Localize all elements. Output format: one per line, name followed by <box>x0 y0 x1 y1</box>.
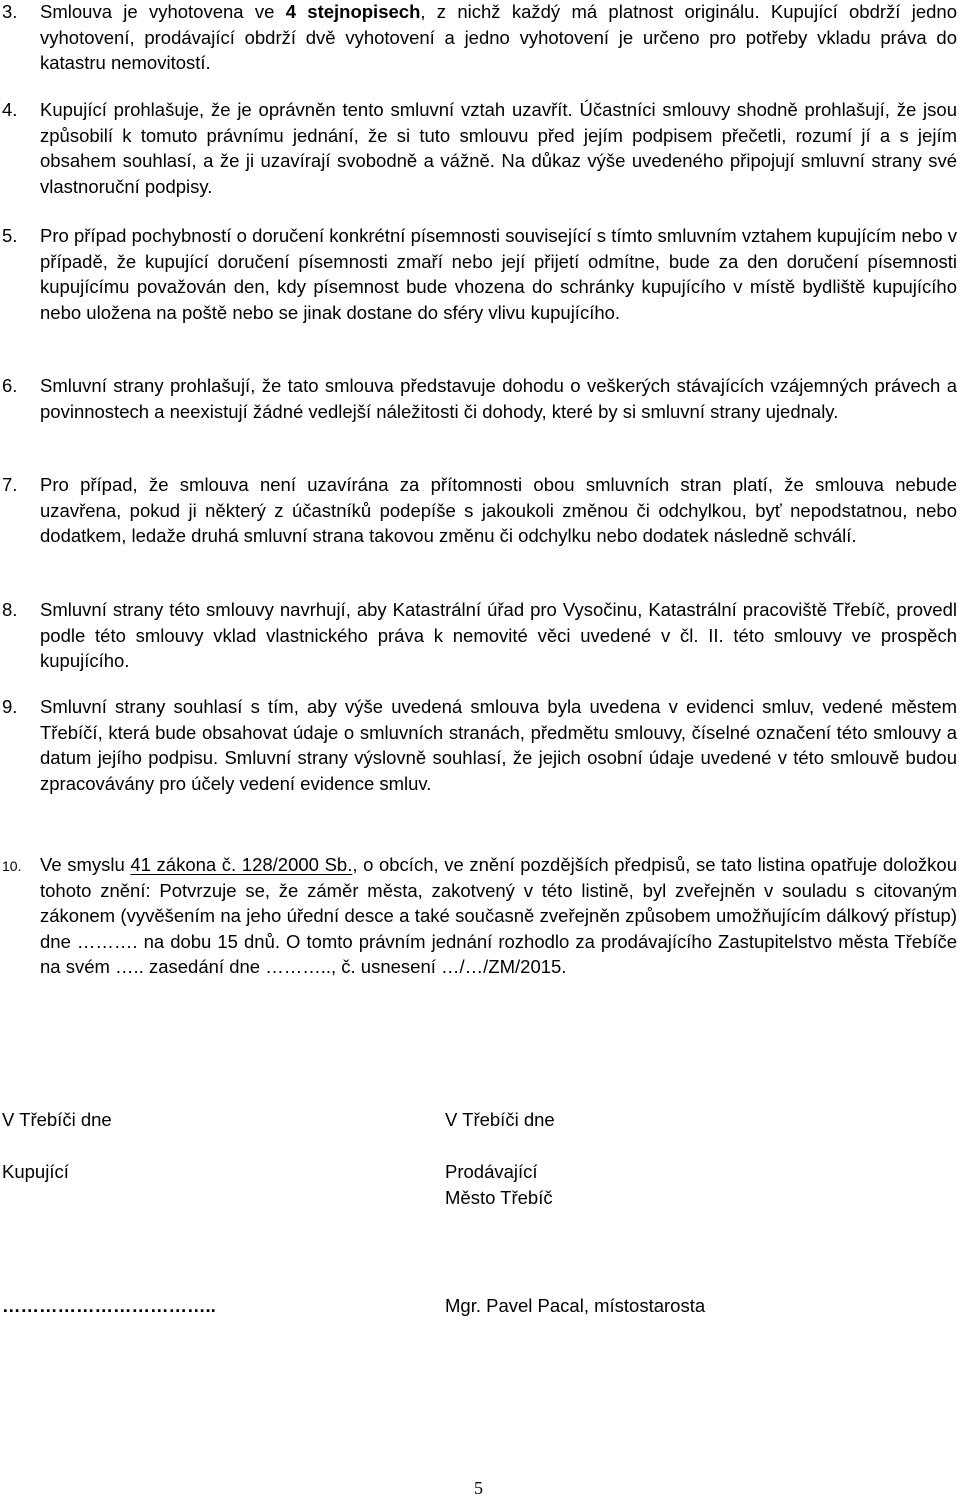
clause-text: Pro případ pochybností o doručení konkrétní písemnosti související s tímto smluvním vztahem kupujícím nebo v případě, že kupující doručení písemnosti zmaří nebo její přijetí odmítne, bude za den doručení písemnosti kupujícímu považován den, kdy písemnost bude vhozena do schránky kupujícího v místě bydliště kupujícího nebo uložena na poště nebo se jinak dostane do sféry vlivu kupujícího. <box>40 225 957 323</box>
right-party-role: Prodávající <box>445 1161 538 1182</box>
clause-9 <box>0 694 960 796</box>
clause-number: 3. <box>2 1 18 22</box>
clause-text: Smluvní strany této smlouvy navrhují, aby Katastrální úřad pro Vysočinu, Katastrální pracoviště Třebíč, provedl podle této smlouvy vklad vlastnického práva k nemovité věci uvedené v čl. II. této smlouvy ve prospěch kupujícího. <box>40 599 957 672</box>
clause-number: 6. <box>2 375 18 396</box>
left-place-date: V Třebíči dne <box>2 1109 112 1130</box>
clause-4 <box>0 97 960 199</box>
clause-number: 9. <box>2 696 18 717</box>
right-party-entity: Město Třebíč <box>445 1187 553 1208</box>
clause-number: 8. <box>2 599 18 620</box>
clause-text: Ve smyslu 41 zákona č. 128/2000 Sb., o obcích, ve znění pozdějších předpisů, se tato listina opatřuje doložkou tohoto znění: Potvrzuje se, že záměr města, zakotvený v této listině, byl zveřejněn v souladu s citovaným zákonem (vyvěšením na jeho úřední desce a také současně zveřejněn způsobem umožňujícím dálkový přístup) dne ………. na dobu 15 dnů. O tomto právním jednání rozhodlo za prodávajícího Zastupitelstvo města Třebíče na svém ….. zasedání dne ……….., č. usnesení …/…/ZM/2015. <box>40 854 957 978</box>
left-signature-line: …………………………….. <box>2 1295 216 1316</box>
clause-text: Pro případ, že smlouva není uzavírána za přítomnosti obou smluvních stran platí, že smlouva nebude uzavřena, pokud ji některý z účastníků podepíše s jakoukoli změnou či odchylkou, byť nepodstatnou, nebo dodatkem, ledaže druhá smluvní strana takovou změnu či odchylku nebo dodatek následně schválí. <box>40 474 957 547</box>
clause-3 <box>0 0 960 76</box>
clause-text: Smluvní strany prohlašují, že tato smlouva představuje dohodu o veškerých stávajících vzájemných právech a povinnostech a neexistují žádné vedlejší náležitosti či dohody, které by si smluvní strany ujednaly. <box>40 375 957 422</box>
clause-text: Kupující prohlašuje, že je oprávněn tento smluvní vztah uzavřít. Účastníci smlouvy shodně prohlašují, že jsou způsobilí k tomuto právnímu jednání, že si tuto smlouvu před jejím podpisem přečetli, rozumí jí a s jejím obsahem souhlasí, a že ji uzavírají svobodně a vážně. Na důkaz výše uvedeného připojují smluvní strany své vlastnoruční podpisy. <box>40 99 957 197</box>
left-party-role: Kupující <box>2 1161 69 1182</box>
clause-number: 4. <box>2 99 18 120</box>
bold-emphasis: 4 stejnopisech <box>285 1 421 22</box>
page-number: 5 <box>474 1478 483 1498</box>
clause-number: 10. <box>2 858 22 874</box>
clause-text: Smluvní strany souhlasí s tím, aby výše uvedená smlouva byla uvedena v evidenci smluv, vedené městem Třebíčí, která bude obsahovat údaje o smluvních stranách, předmětu smlouvy, číselné označení této smlouvy a datum jejího podpisu. Smluvní strany výslovně souhlasí, že jejich osobní údaje uvedené v této smlouvě budou zpracovávány pro účely vedení evidence smluv. <box>40 696 957 794</box>
clause-number: 7. <box>2 474 18 495</box>
clause-text: Smlouva je vyhotovena ve 4 stejnopisech, z nichž každý má platnost originálu. Kupující obdrží jedno vyhotovení, prodávající obdrží dvě vyhotovení a jedno vyhotovení je určeno pro potřeby vkladu práva do katastru nemovitostí. <box>40 1 957 74</box>
clause-10 <box>0 852 960 980</box>
right-place-date: V Třebíči dne <box>445 1109 555 1130</box>
section-reference: 41 zákona č. 128/2000 Sb. <box>130 854 353 875</box>
right-signatory: Mgr. Pavel Pacal, místostarosta <box>445 1295 706 1316</box>
clause-8 <box>0 597 960 674</box>
clause-5 <box>0 223 960 325</box>
clause-7 <box>0 472 960 549</box>
clause-number: 5. <box>2 225 18 246</box>
clause-6 <box>0 373 960 424</box>
